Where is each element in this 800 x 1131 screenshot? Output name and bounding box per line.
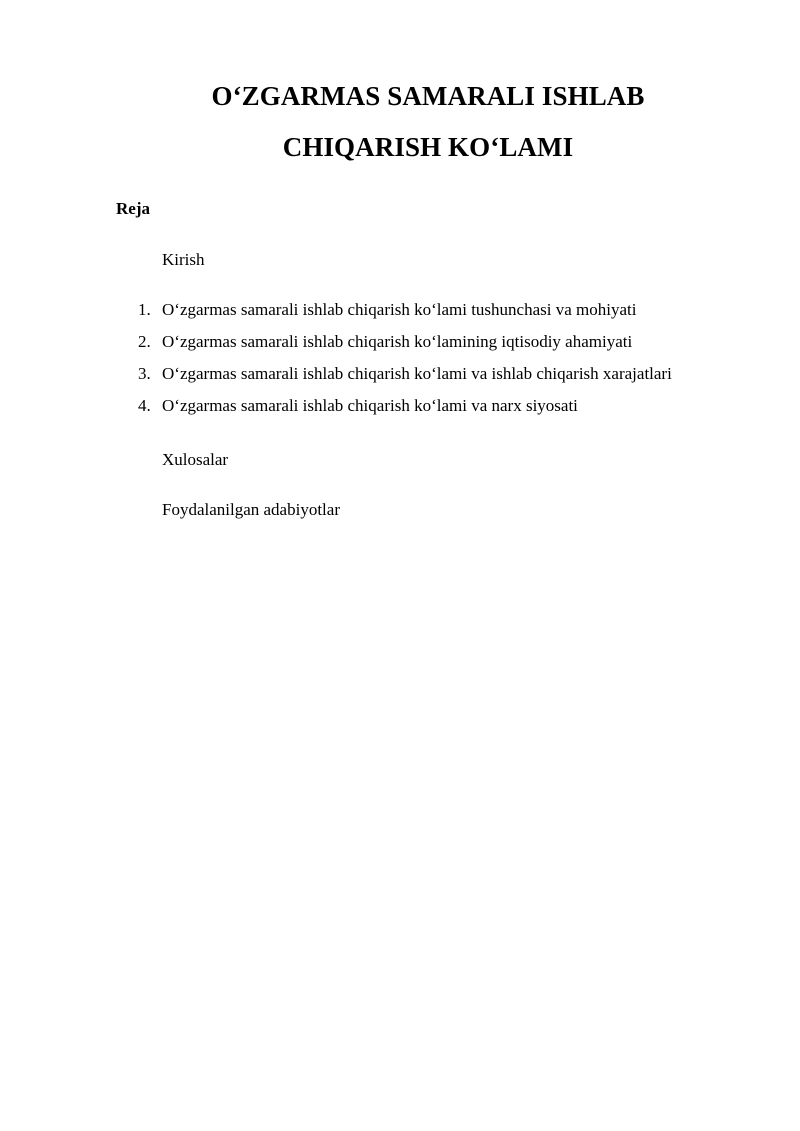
plan-list-item [0,332,800,364]
plan-item-text: O‘zgarmas samarali ishlab chiqarish ko‘lamining iqtisodiy ahamiyati [162,332,633,351]
plan-item-text: O‘zgarmas samarali ishlab chiqarish ko‘lami va narx siyosati [162,396,578,415]
document-title-line-1: O‘ZGARMAS SAMARALI ISHLAB [211,81,645,111]
plan-references: Foydalanilgan adabiyotlar [162,500,340,519]
plan-heading: Reja [116,199,150,218]
plan-item-number: 4. [138,396,151,415]
plan-conclusion: Xulosalar [162,450,229,469]
plan-item-text: O‘zgarmas samarali ishlab chiqarish ko‘lami tushunchasi va mohiyati [162,300,637,319]
plan-list-item [0,300,800,332]
plan-item-number: 3. [138,364,151,383]
plan-item-number: 2. [138,332,151,351]
plan-list [0,300,800,428]
plan-list-item [0,364,800,396]
plan-item-number: 1. [138,300,151,319]
document-title-line-2: CHIQARISH KO‘LAMI [282,132,574,162]
plan-list-item [0,396,800,428]
plan-intro: Kirish [162,250,205,269]
plan-item-text: O‘zgarmas samarali ishlab chiqarish ko‘lami va ishlab chiqarish xarajatlari [162,364,672,383]
